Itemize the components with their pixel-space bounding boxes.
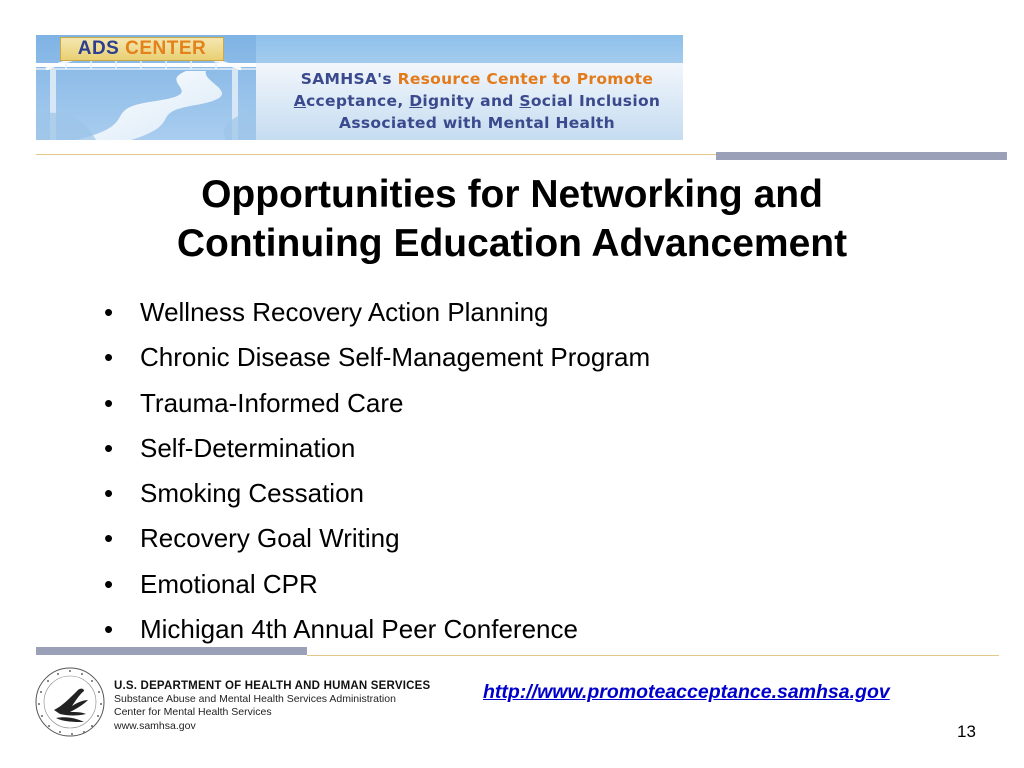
list-item <box>104 516 650 561</box>
bullet-icon: • <box>104 523 114 554</box>
bullet-icon: • <box>104 432 114 463</box>
top-divider-thick <box>716 152 1007 160</box>
banner-cap-s: S <box>519 92 531 110</box>
ads-center-banner <box>36 35 683 140</box>
hhs-agency-block <box>114 680 430 733</box>
banner-line-1 <box>282 68 672 90</box>
hhs-eagle-seal-icon <box>34 666 106 738</box>
badge-center-text: CENTER <box>125 38 207 59</box>
banner-cap-a: A <box>293 92 307 110</box>
bullet-icon: • <box>104 297 114 327</box>
banner-resource-center-text: Resource Center to Promote <box>397 70 654 88</box>
list-item <box>104 290 650 335</box>
list-item <box>104 426 650 471</box>
list-item <box>104 335 650 380</box>
banner-acceptance-text: cceptance, <box>306 92 410 110</box>
list-item <box>104 607 650 652</box>
samhsa-name: Substance Abuse and Mental Health Services Administration <box>114 693 396 706</box>
list-item <box>104 562 650 607</box>
promote-acceptance-link[interactable]: http://www.promoteacceptance.samhsa.gov <box>483 681 890 703</box>
bullet-icon: • <box>104 387 114 418</box>
top-divider-thin <box>36 154 716 155</box>
list-item-text: Chronic Disease Self-Management Program <box>140 342 651 373</box>
list-item <box>104 381 650 426</box>
bullet-icon: • <box>104 342 114 373</box>
badge-ads-text: ADS <box>77 38 126 59</box>
banner-social-inclusion-text: ocial Inclusion <box>530 92 661 110</box>
slide-title-line-1: Opportunities for Networking and <box>201 173 823 216</box>
banner-text-panel <box>256 63 683 140</box>
banner-line-3: Associated with Mental Health <box>339 114 615 132</box>
page-number: 13 <box>957 722 976 741</box>
list-item-text: Recovery Goal Writing <box>140 523 400 554</box>
banner-samhsa-text: SAMHSA's <box>300 70 398 88</box>
cmhs-name: Center for Mental Health Services <box>114 706 272 719</box>
list-item-text: Self-Determination <box>140 432 356 463</box>
list-item-text: Smoking Cessation <box>140 478 364 509</box>
bullet-icon: • <box>104 614 114 645</box>
list-item-text: Michigan 4th Annual Peer Conference <box>140 614 578 645</box>
list-item-text: Trauma-Informed Care <box>140 387 404 418</box>
hhs-department-name: U.S. DEPARTMENT OF HEALTH AND HUMAN SERVICES <box>114 680 431 692</box>
bullet-icon: • <box>104 568 114 599</box>
banner-tagline <box>282 68 672 134</box>
banner-line-2 <box>282 90 672 112</box>
ads-center-badge <box>60 37 224 61</box>
slide-title <box>60 170 964 268</box>
samhsa-website: www.samhsa.gov <box>114 719 196 732</box>
bottom-divider-thick <box>36 647 307 655</box>
list-item <box>104 471 650 516</box>
bottom-divider-thin <box>307 655 999 656</box>
list-item-text: Wellness Recovery Action Planning <box>140 297 549 327</box>
list-item-text: Emotional CPR <box>140 568 318 599</box>
slide-title-line-2: Continuing Education Advancement <box>176 222 848 265</box>
bullet-icon: • <box>104 478 114 509</box>
banner-cap-d: D <box>409 92 423 110</box>
bullet-list <box>104 290 650 652</box>
banner-dignity-text: ignity and <box>422 92 520 110</box>
